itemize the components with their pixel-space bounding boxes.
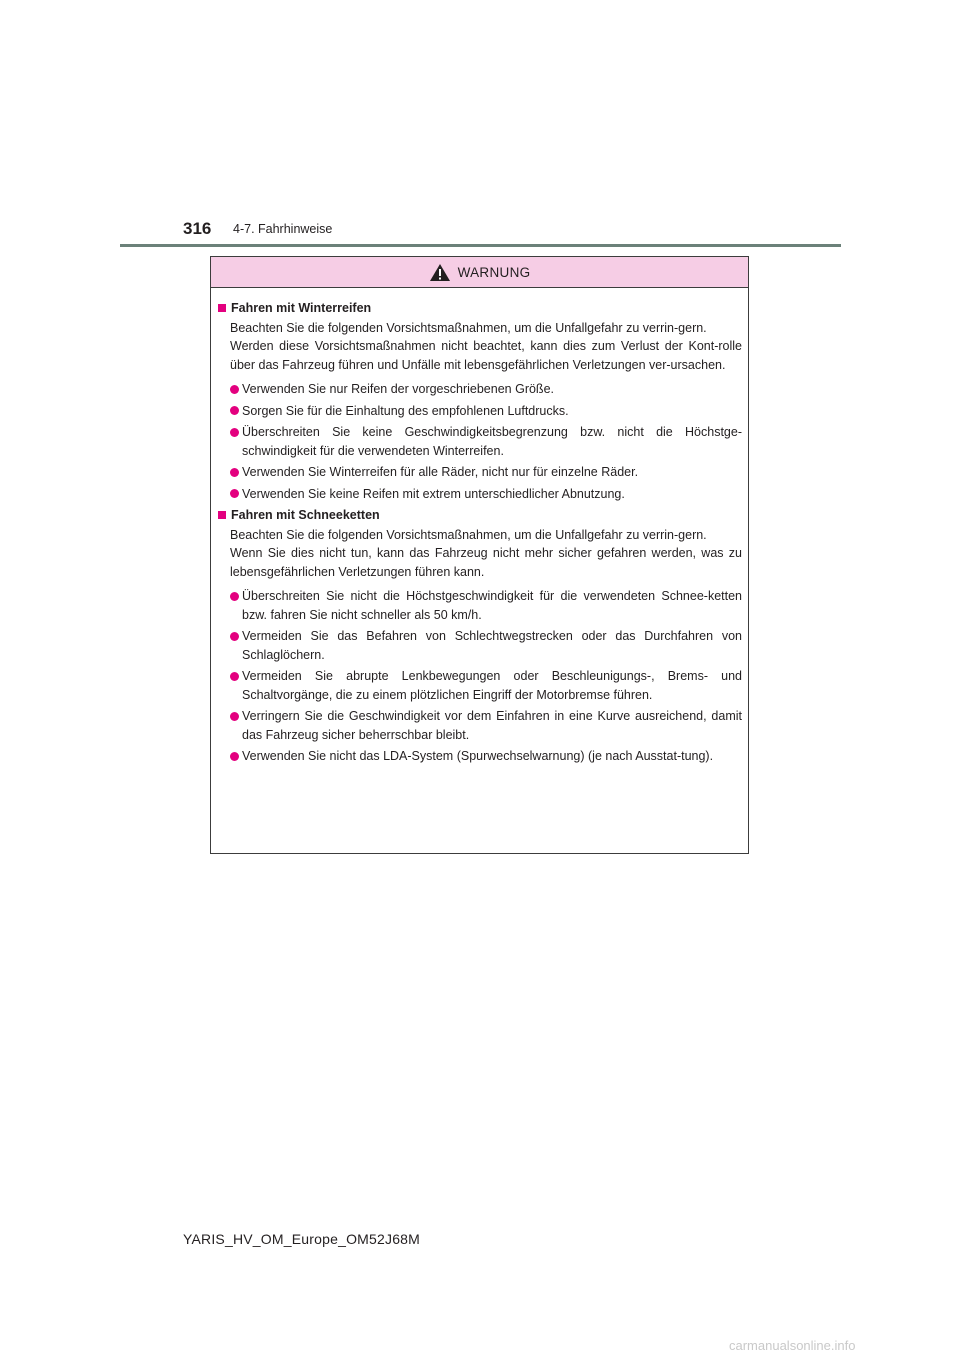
list-item: [218, 485, 742, 504]
warning-box: [210, 256, 749, 854]
list-item: [218, 423, 742, 460]
warning-body: [211, 288, 748, 766]
warning-triangle-icon: [429, 263, 451, 282]
list-item: [218, 627, 742, 664]
list-item: [218, 667, 742, 704]
list-item-text: Verwenden Sie keine Reifen mit extrem unterschiedlicher Abnutzung.: [242, 486, 625, 501]
square-bullet-icon: [218, 304, 226, 312]
list-item: [218, 402, 742, 421]
watermark: carmanualsonline.info: [729, 1338, 856, 1353]
round-bullet-icon: [230, 592, 239, 601]
section-heading: [218, 299, 742, 318]
round-bullet-icon: [230, 632, 239, 641]
list-item: [218, 707, 742, 744]
section-heading-text: Fahren mit Schneeketten: [231, 508, 380, 522]
list-item-text: Verwenden Sie Winterreifen für alle Räder, nicht nur für einzelne Räder.: [242, 465, 639, 479]
list-item-text: Verwenden Sie nicht das LDA-System (Spurwechselwarnung) (je nach Ausstat-tung).: [242, 749, 714, 763]
warning-header: [211, 257, 748, 288]
round-bullet-icon: [230, 752, 239, 761]
document-code: YARIS_HV_OM_Europe_OM52J68M: [183, 1231, 421, 1247]
list-item: [218, 463, 742, 482]
paragraph: Beachten Sie die folgenden Vorsichtsmaßnahmen, um die Unfallgefahr zu verrin-gern.: [230, 527, 707, 542]
section-heading: [218, 506, 742, 525]
list-item: [218, 380, 742, 399]
square-bullet-icon: [218, 511, 226, 519]
round-bullet-icon: [230, 406, 239, 415]
list-item-text: Überschreiten Sie keine Geschwindigkeitsbegrenzung bzw. nicht die Höchstge-schwindigkeit für die verwendeten Winterreifen.: [242, 425, 742, 458]
header-divider: [120, 244, 841, 247]
paragraph: Beachten Sie die folgenden Vorsichtsmaßnahmen, um die Unfallgefahr zu verrin-gern.: [230, 320, 707, 335]
list-item-text: Vermeiden Sie abrupte Lenkbewegungen oder Beschleunigungs-, Brems- und Schaltvorgänge, die zu einem plötzlichen Eingriff der Motorbremse führen.: [242, 669, 742, 702]
list-item-text: Vermeiden Sie das Befahren von Schlechtwegstrecken oder das Durchfahren von Schlaglöchern.: [242, 629, 742, 662]
round-bullet-icon: [230, 385, 239, 394]
round-bullet-icon: [230, 468, 239, 477]
list-item: [218, 747, 742, 766]
round-bullet-icon: [230, 489, 239, 498]
round-bullet-icon: [230, 672, 239, 681]
list-item-text: Überschreiten Sie nicht die Höchstgeschwindigkeit für die verwendeten Schnee-ketten bzw. fahren Sie nicht schneller als 50 km/h.: [242, 589, 742, 622]
paragraph: Wenn Sie dies nicht tun, kann das Fahrzeug nicht mehr sicher gefahren werden, was zu lebensgefährlichen Verletzungen führen kann.: [230, 546, 742, 579]
list-item: [218, 587, 742, 624]
list-item-text: Verwenden Sie nur Reifen der vorgeschriebenen Größe.: [242, 382, 554, 396]
list-item-text: Verringern Sie die Geschwindigkeit vor dem Einfahren in eine Kurve ausreichend, damit das Fahrzeug sicher beherrschbar bleibt.: [242, 709, 742, 742]
page-number: 316: [183, 219, 212, 238]
round-bullet-icon: [230, 428, 239, 437]
section-title: 4-7. Fahrhinweise: [233, 222, 333, 236]
round-bullet-icon: [230, 712, 239, 721]
section-heading-text: Fahren mit Winterreifen: [231, 301, 372, 315]
paragraph: Werden diese Vorsichtsmaßnahmen nicht beachtet, kann dies zum Verlust der Kont-rolle über das Fahrzeug führen und Unfälle mit lebensgefährlichen Verletzungen ver-ursachen.: [230, 339, 742, 372]
list-item-text: Sorgen Sie für die Einhaltung des empfohlenen Luftdrucks.: [242, 403, 569, 418]
warning-title: WARNUNG: [457, 264, 531, 280]
